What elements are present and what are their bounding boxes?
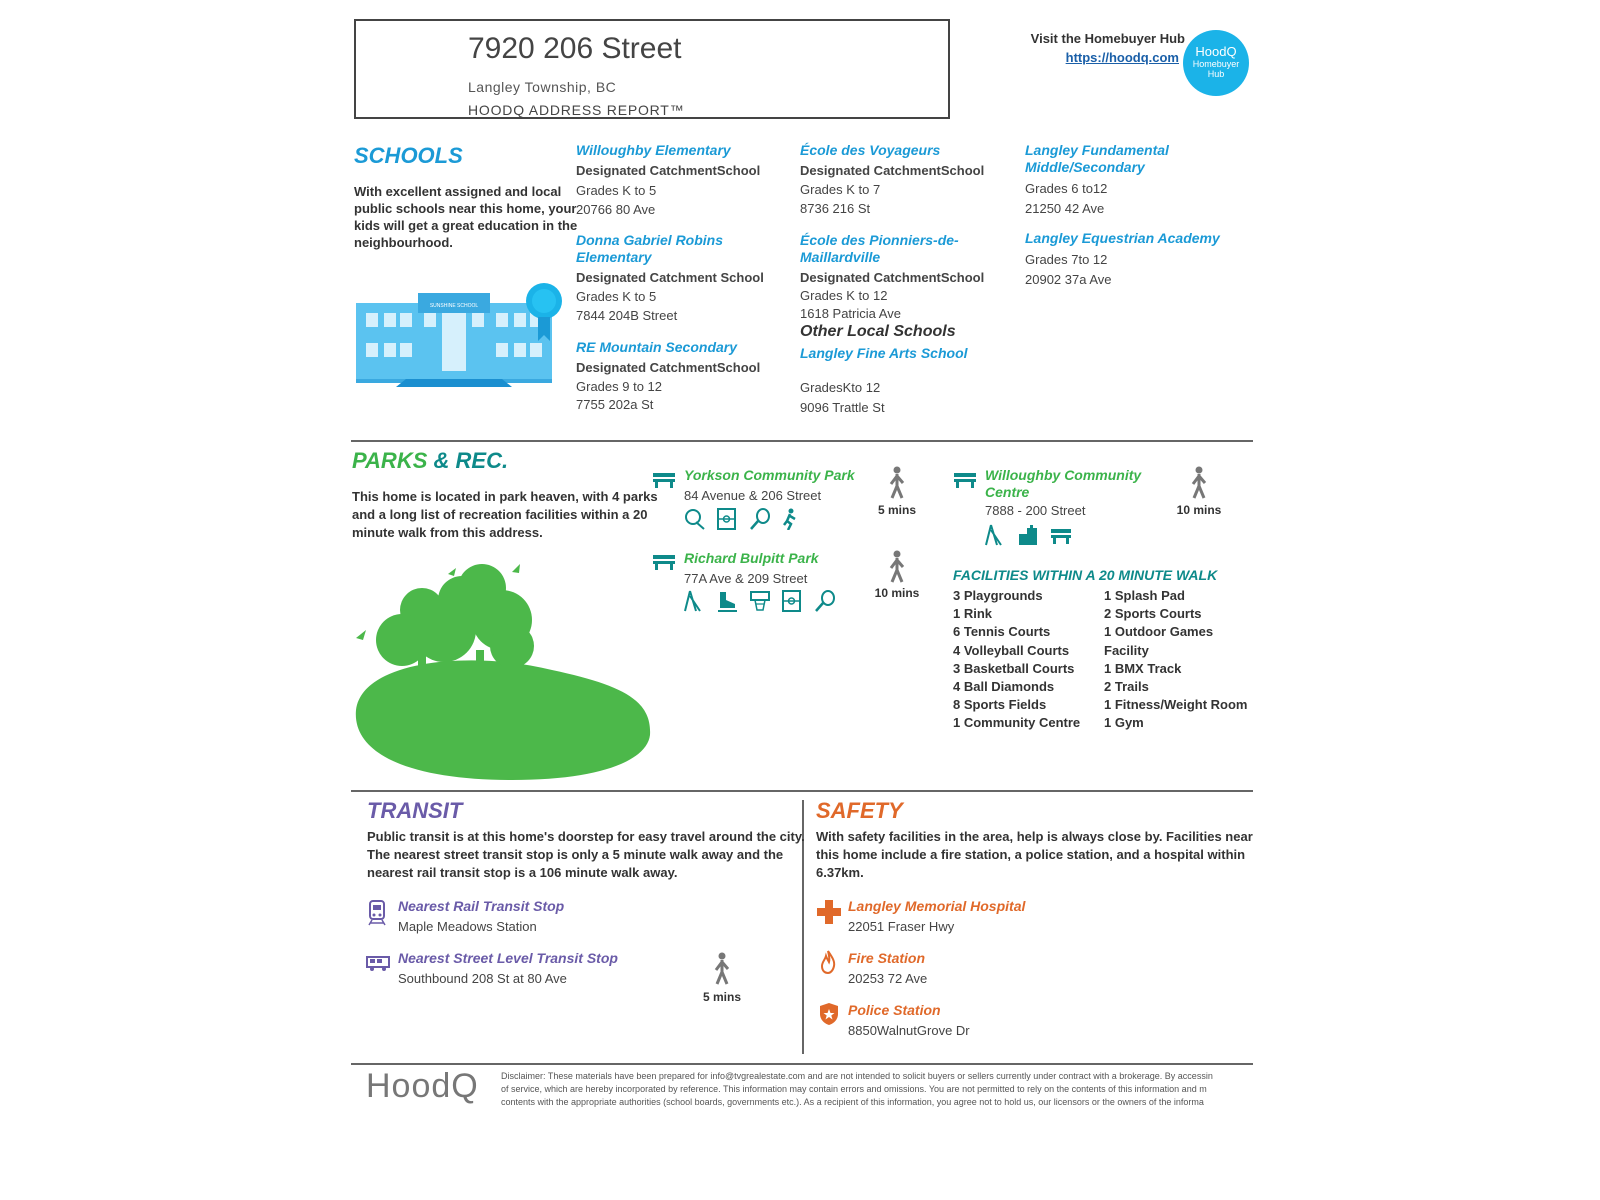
school-card bbox=[800, 232, 985, 321]
park-amenity-icons bbox=[684, 590, 842, 617]
disclaimer-line: Disclaimer: These materials have been prepared for info@tvgrealestate.com and are not intended to solicit buyers or sellers currently under contract with a brokerage. By accessin bbox=[501, 1071, 1213, 1081]
park-address: 77A Ave & 209 Street bbox=[684, 571, 808, 586]
walk-time: 10 mins bbox=[1176, 503, 1222, 517]
school-address: 20902 37a Ave bbox=[1025, 272, 1112, 287]
school-grades: GradesKto 12 bbox=[800, 380, 881, 395]
safety-address: 8850WalnutGrove Dr bbox=[848, 1023, 970, 1038]
school-card bbox=[800, 142, 1010, 216]
park-name[interactable]: Willoughby Community Centre bbox=[985, 467, 1142, 500]
park-address: 7888 - 200 Street bbox=[985, 503, 1086, 518]
school-designation: Designated Catchment School bbox=[576, 270, 764, 285]
bench-icon bbox=[652, 552, 676, 570]
school-name[interactable]: École des Pionniers-de-Maillardville bbox=[800, 232, 959, 265]
street-transit-label: Nearest Street Level Transit Stop bbox=[398, 950, 618, 966]
school-address: 7755 202a St bbox=[576, 397, 654, 412]
school-designation: Designated CatchmentSchool bbox=[800, 163, 985, 178]
rail-transit-value[interactable]: Maple Meadows Station bbox=[398, 919, 537, 934]
school-name[interactable]: Langley Equestrian Academy bbox=[1025, 230, 1220, 246]
parks-heading-a: PARKS bbox=[352, 448, 428, 473]
parks-heading bbox=[352, 448, 508, 474]
section-divider bbox=[351, 790, 1253, 792]
facility-item: 4 Volleyball Courts bbox=[953, 642, 1070, 658]
safety-address: 22051 Fraser Hwy bbox=[848, 919, 955, 934]
facilities-list-left bbox=[953, 587, 1080, 733]
park-card bbox=[985, 467, 1175, 518]
school-address: 7844 204B Street bbox=[576, 308, 678, 323]
disclaimer-line: contents with the appropriate authorities (school boards, governments etc.). As a recipient of this information, you agree not to hold us, our licensors or the owners of the informa bbox=[501, 1097, 1204, 1107]
facilities-heading: FACILITIES WITHIN A 20 MINUTE WALK bbox=[953, 567, 1218, 583]
other-schools-heading: Other Local Schools bbox=[800, 323, 956, 340]
park-amenity-icons bbox=[985, 524, 1078, 551]
schools-blurb: With excellent assigned and local public schools near this home, your kids will get a great education in the neighbourhood. bbox=[354, 184, 578, 250]
address-city: Langley Township, BC bbox=[468, 79, 617, 95]
school-building-sign: SUNSHINE SCHOOL bbox=[429, 303, 479, 309]
schools-heading: SCHOOLS bbox=[354, 143, 463, 168]
transit-heading: TRANSIT bbox=[367, 798, 463, 823]
walk-time: 5 mins bbox=[877, 503, 916, 517]
disclaimer bbox=[501, 1070, 1267, 1109]
school-name[interactable]: Langley Fundamental Middle/Secondary bbox=[1025, 142, 1169, 175]
facility-item: 2 Trails bbox=[1104, 679, 1149, 695]
playground-icon bbox=[684, 590, 706, 617]
section-divider bbox=[351, 440, 1253, 442]
facility-item: 8 Sports Fields bbox=[953, 697, 1047, 713]
school-address: 8736 216 St bbox=[800, 201, 871, 216]
facility-item: 1 BMX Track bbox=[1104, 660, 1182, 676]
safety-heading: SAFETY bbox=[816, 798, 903, 823]
facility-item: 3 Playgrounds bbox=[953, 588, 1043, 603]
facility-item: 2 Sports Courts bbox=[1104, 606, 1202, 622]
rail-transit-label: Nearest Rail Transit Stop bbox=[398, 898, 565, 914]
school-address: 20766 80 Ave bbox=[576, 202, 656, 217]
footer-divider bbox=[351, 1063, 1253, 1065]
bench-icon bbox=[652, 470, 676, 488]
school-designation: Designated CatchmentSchool bbox=[576, 163, 761, 178]
school-grades: Grades K to 5 bbox=[576, 289, 657, 304]
walking-person-icon bbox=[1188, 466, 1210, 500]
school-grades: Grades K to 5 bbox=[576, 183, 657, 198]
transit-blurb: Public transit is at this home's doorstep for easy travel around the city. The nearest street transit stop is only a 5 minute walk away and the nearest rail transit stop is a 106 minute walk away. bbox=[367, 829, 805, 880]
hub-logo-line1: HoodQ bbox=[1195, 44, 1237, 59]
volleyball-icon bbox=[684, 508, 706, 535]
school-grades: Grades 6 to12 bbox=[1025, 181, 1108, 196]
safety-name[interactable]: Police Station bbox=[848, 1002, 941, 1018]
park-address: 84 Avenue & 206 Street bbox=[684, 488, 822, 503]
bus-icon bbox=[366, 955, 390, 971]
skate-icon bbox=[716, 590, 738, 617]
school-address: 1618 Patricia Ave bbox=[800, 306, 901, 321]
address-title: 7920 206 Street bbox=[468, 32, 682, 65]
walking-person-icon bbox=[711, 952, 733, 986]
school-card bbox=[576, 339, 786, 412]
school-card bbox=[576, 232, 766, 323]
facility-item: 1 Community Centre bbox=[953, 715, 1081, 731]
walking-person-icon bbox=[886, 550, 908, 584]
park-amenity-icons bbox=[684, 508, 803, 535]
hub-link[interactable]: https://hoodq.com bbox=[1065, 50, 1179, 65]
park-name[interactable]: Yorkson Community Park bbox=[684, 467, 855, 483]
facilities-list-right bbox=[1104, 587, 1248, 733]
facility-item: 4 Ball Diamonds bbox=[953, 679, 1055, 695]
bench-icon bbox=[953, 470, 977, 488]
school-card bbox=[800, 345, 1000, 415]
facility-item: 1 Gym bbox=[1104, 715, 1144, 731]
safety-item bbox=[848, 1002, 970, 1038]
report-label: HOODQ ADDRESS REPORT™ bbox=[468, 102, 685, 118]
school-address: 21250 42 Ave bbox=[1025, 201, 1105, 216]
fire-icon bbox=[820, 950, 836, 974]
school-name[interactable]: École des Voyageurs bbox=[800, 142, 941, 158]
safety-item bbox=[848, 898, 1025, 934]
school-name[interactable]: Willoughby Elementary bbox=[576, 142, 731, 158]
train-icon bbox=[368, 900, 386, 926]
school-grades: Grades 9 to 12 bbox=[576, 379, 662, 394]
school-name[interactable]: RE Mountain Secondary bbox=[576, 339, 738, 355]
tennis-icon bbox=[749, 508, 771, 535]
walk-time: 10 mins bbox=[874, 586, 920, 600]
school-card bbox=[576, 142, 786, 217]
safety-name[interactable]: Fire Station bbox=[848, 950, 926, 966]
facility-item: Facility bbox=[1104, 642, 1149, 658]
street-transit-value[interactable]: Southbound 208 St at 80 Ave bbox=[398, 971, 567, 986]
facility-item: 3 Basketball Courts bbox=[953, 660, 1075, 676]
park-name[interactable]: Richard Bulpitt Park bbox=[684, 550, 819, 566]
safety-address: 20253 72 Ave bbox=[848, 971, 928, 986]
hub-text: Visit the Homebuyer Hub bbox=[1030, 31, 1185, 46]
running-icon bbox=[781, 508, 797, 535]
hoodq-logo: HoodQ bbox=[366, 1067, 479, 1105]
sports-field-icon bbox=[716, 508, 738, 535]
police-badge-icon bbox=[819, 1002, 839, 1026]
park-card bbox=[684, 467, 874, 503]
park-card bbox=[684, 550, 874, 586]
school-name[interactable]: Donna Gabriel Robins Elementary bbox=[576, 232, 724, 265]
school-card bbox=[1025, 230, 1245, 287]
walking-person-icon bbox=[886, 466, 908, 500]
disclaimer-line: of service, which are hereby incorporated by reference. This information may contain errors and omissions. You are not permitted to rely on the contents of this information and m bbox=[501, 1084, 1207, 1094]
parks-blurb: This home is located in park heaven, with 4 parks and a long list of recreation facilities within a 20 minute walk from this address. bbox=[352, 489, 658, 540]
school-designation: Designated CatchmentSchool bbox=[576, 360, 761, 375]
safety-name[interactable]: Langley Memorial Hospital bbox=[848, 898, 1026, 914]
sports-field-icon bbox=[781, 590, 803, 617]
park-illustration-icon bbox=[352, 560, 654, 782]
facility-item: 1 Rink bbox=[953, 606, 993, 622]
facility-item: 1 Outdoor Games bbox=[1104, 624, 1214, 640]
walk-time: 5 mins bbox=[702, 990, 741, 1004]
school-name[interactable]: Langley Fine Arts School bbox=[800, 345, 968, 361]
school-grades: Grades K to 7 bbox=[800, 182, 881, 197]
basketball-icon bbox=[749, 590, 771, 617]
playground-icon bbox=[985, 524, 1007, 551]
hospital-cross-icon bbox=[817, 900, 841, 924]
facility-item: 1 Fitness/Weight Room bbox=[1104, 697, 1248, 713]
school-grades: Grades K to 12 bbox=[800, 288, 888, 303]
school-grades: Grades 7to 12 bbox=[1025, 252, 1108, 267]
community-centre-icon bbox=[1017, 524, 1039, 551]
parks-heading-b: & REC. bbox=[433, 448, 509, 473]
hub-logo-line2: Homebuyer bbox=[1192, 59, 1240, 69]
bench-icon bbox=[1050, 524, 1072, 551]
street-transit-item bbox=[398, 950, 618, 986]
facility-item: 1 Splash Pad bbox=[1104, 588, 1185, 603]
school-designation: Designated CatchmentSchool bbox=[800, 270, 985, 285]
facility-item: 6 Tennis Courts bbox=[953, 624, 1051, 640]
school-building-icon bbox=[356, 283, 570, 391]
hub-logo-line3: Hub bbox=[1207, 69, 1225, 79]
school-card bbox=[1025, 142, 1205, 216]
rail-transit-item bbox=[398, 898, 564, 934]
school-address: 9096 Trattle St bbox=[800, 400, 885, 415]
safety-blurb: With safety facilities in the area, help is always close by. Facilities near this home include a fire station, a police station, and a hospital within 6.37km. bbox=[816, 829, 1253, 880]
safety-item bbox=[848, 950, 927, 986]
tennis-icon bbox=[814, 590, 836, 617]
hoodq-hub-logo[interactable] bbox=[1183, 30, 1249, 96]
